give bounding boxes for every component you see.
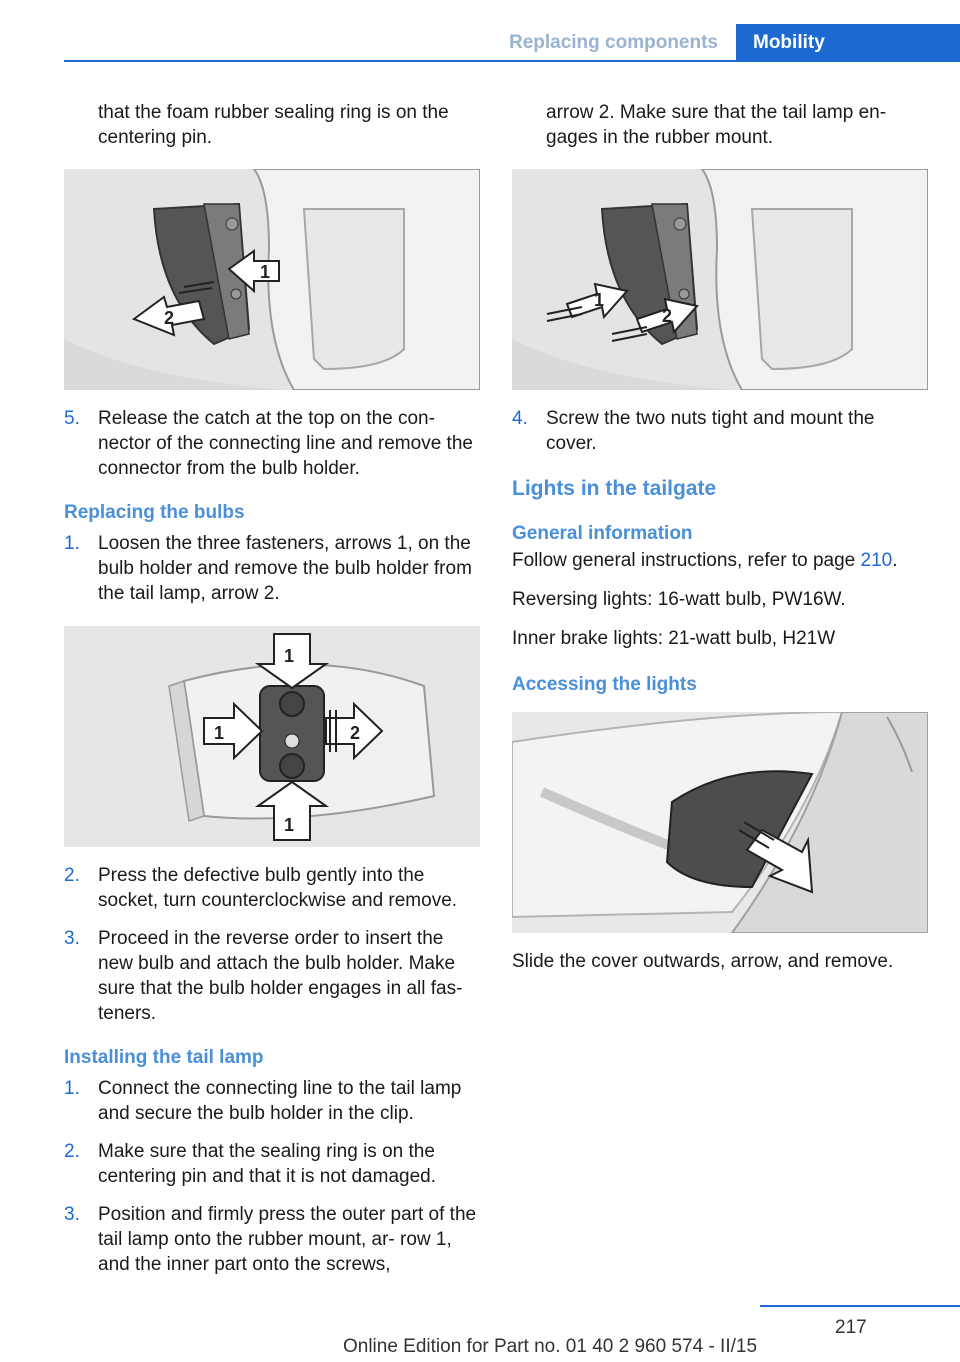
header-rule [64,60,736,62]
figure-1-label-1: 1 [260,262,271,282]
general-instructions-end: . [892,550,898,571]
step-reverse-order [64,926,480,1026]
figure-bulb-holder [64,626,480,847]
footer-rule [760,1305,960,1307]
header-chapter-tab: Mobility [736,24,960,62]
bulb-holder-illustration [64,626,480,847]
step-text: Position and firmly press the outer part of the tail lamp onto the rubber mount, ar‐ row 1, and the inner part onto the screws, [98,1204,477,1275]
right-column [512,100,928,974]
section-heading-general-information: General information [512,523,693,544]
figure-tailgate-cover [512,712,928,933]
step-number: 2. [64,865,80,886]
figure-3-label-1: 1 [594,290,605,310]
section-heading-installing-tail-lamp: Installing the tail lamp [64,1047,264,1068]
figure-3-label-2: 2 [662,306,673,326]
page-header [64,24,960,62]
step-position-lamp [64,1202,480,1277]
step-release-catch [64,406,480,481]
step-text: Proceed in the reverse order to insert the new bulb and attach the bulb holder. Make sure that the bulb holder engages in all fas‐ teners. [98,928,463,1024]
step-press-bulb [64,863,480,913]
step-screw-nuts [512,406,928,456]
figure-tail-lamp-removal [64,169,480,390]
step-connect-line [64,1076,480,1126]
step-check-sealing-ring [64,1139,480,1189]
tailgate-cover-illustration [512,712,928,933]
step-number: 4. [512,408,528,429]
step-loosen-fasteners [64,531,480,606]
figure-1-label-2: 2 [164,308,175,328]
left-column [64,100,480,1290]
header-section-title: Replacing components [508,32,718,53]
step-number: 1. [64,533,80,554]
step-number: 1. [64,1078,80,1099]
step-number: 5. [64,408,80,429]
step-text: Press the defective bulb gently into the socket, turn counterclockwise and remove. [98,865,458,911]
step-number: 3. [64,928,80,949]
right-intro-text: arrow 2. Make sure that the tail lamp en‐ gages in the rubber mount. [546,102,887,148]
tail-lamp-install-illustration [512,169,928,390]
figure-2-label-right: 2 [350,723,361,743]
page-reference-link[interactable]: 210 [860,550,893,571]
edition-footer: Online Edition for Part no. 01 40 2 960 574 - II/15 [342,1336,758,1357]
step-text: Connect the connecting line to the tail lamp and secure the bulb holder in the clip. [98,1078,462,1124]
step-text: Loosen the three fasteners, arrows 1, on the bulb holder and remove the bulb holder from the tail lamp, arrow 2. [98,533,472,604]
page-number: 217 [835,1317,867,1338]
general-instructions-lead: Follow general instructions, refer to page [512,550,861,571]
figure-2-label-top: 1 [284,646,295,666]
step-number: 2. [64,1141,80,1162]
figure-tail-lamp-install [512,169,928,390]
figure-2-label-left: 1 [214,723,225,743]
step-text: Make sure that the sealing ring is on the centering pin and that it is not damaged. [98,1141,437,1187]
left-intro-text: that the foam rubber sealing ring is on the centering pin. [98,102,449,148]
section-heading-accessing-lights: Accessing the lights [512,674,697,695]
slide-cover-instruction: Slide the cover outwards, arrow, and remove. [512,951,894,972]
reversing-lights-spec: Reversing lights: 16-watt bulb, PW16W. [512,589,846,610]
tail-lamp-removal-illustration [64,169,480,390]
general-instructions-text [512,548,928,573]
step-number: 3. [64,1204,80,1225]
figure-2-label-bottom: 1 [284,815,295,835]
section-heading-lights-tailgate: Lights in the tailgate [512,477,717,500]
step-text: Screw the two nuts tight and mount the cover. [546,408,875,454]
step-text: Release the catch at the top on the con‐ nector of the connecting line and remove the connector from the bulb holder. [98,408,473,479]
section-heading-replacing-bulbs: Replacing the bulbs [64,502,245,523]
inner-brake-lights-spec: Inner brake lights: 21-watt bulb, H21W [512,628,836,649]
